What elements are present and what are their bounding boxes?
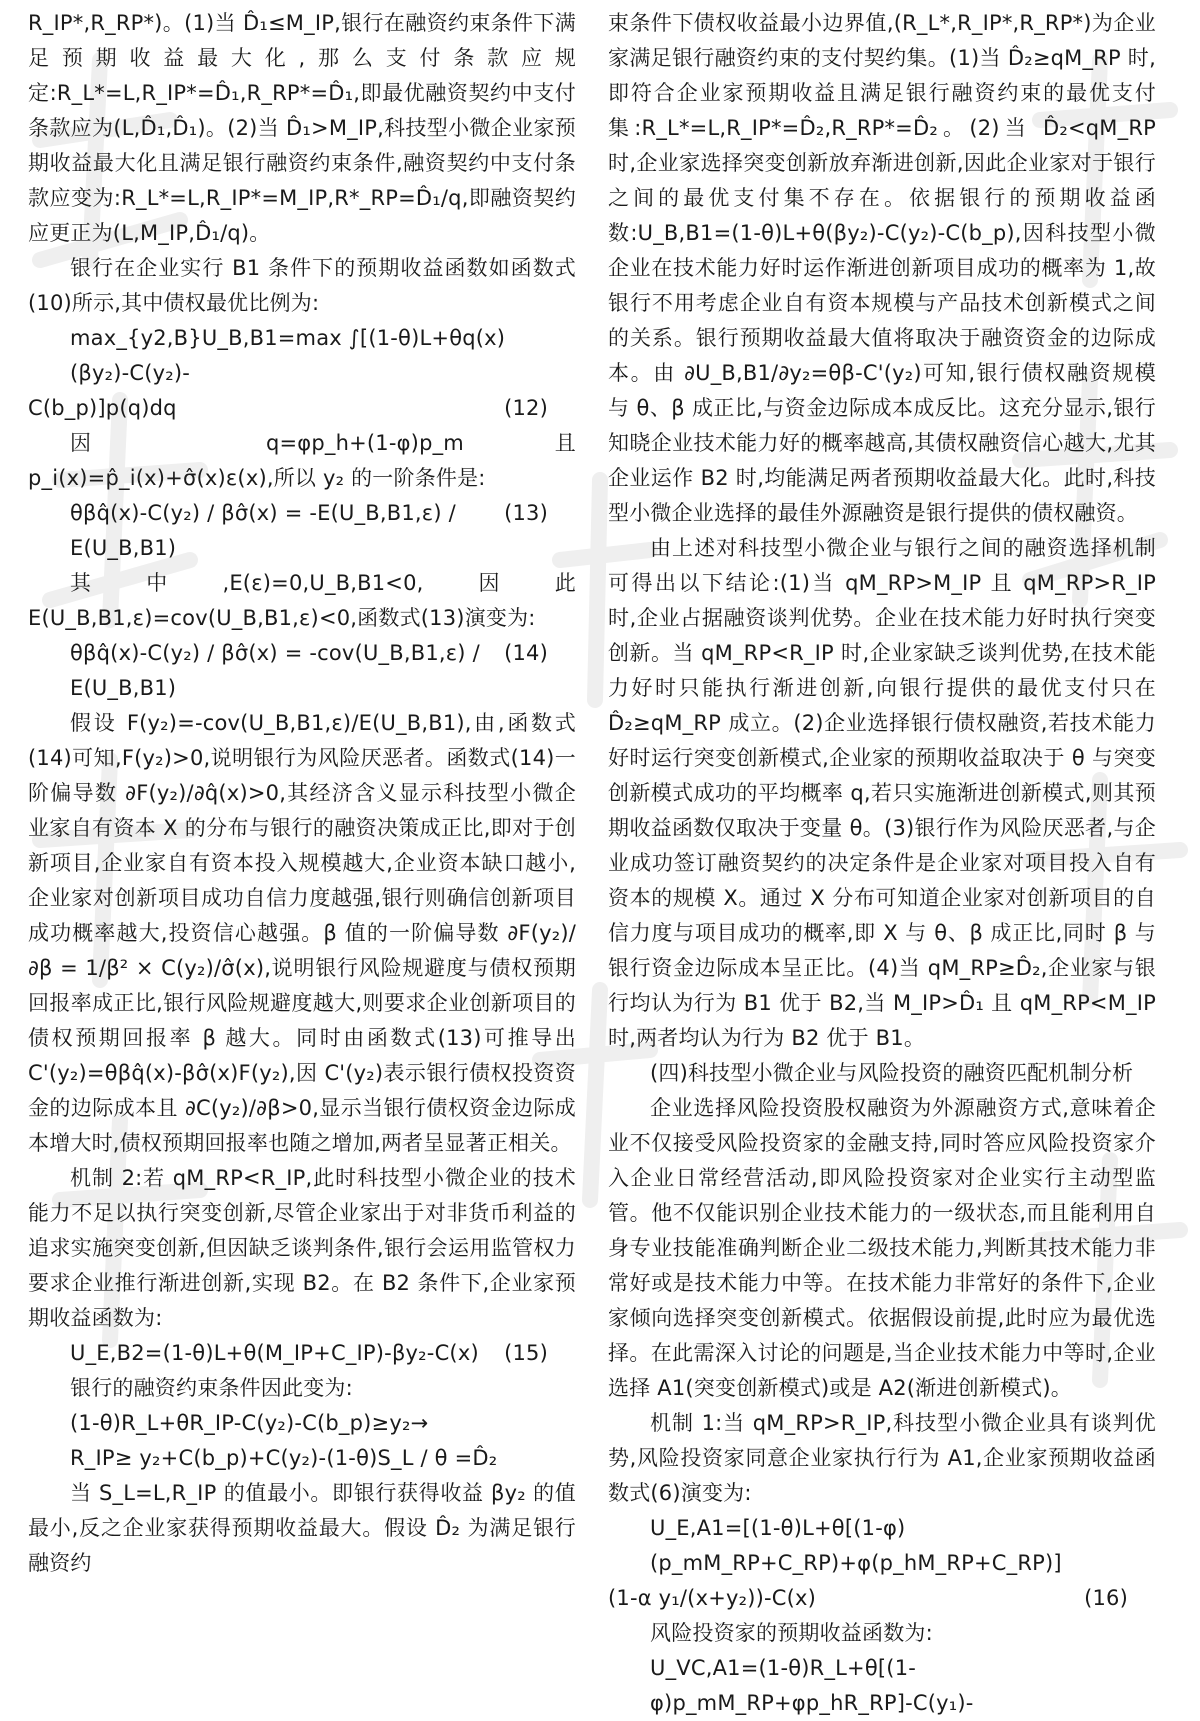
equation <box>28 496 576 566</box>
paragraph: 机制 1:当 qM_RP>R_IP,科技型小微企业具有谈判优势,风险投资家同意企业家执行行为 A1,企业家预期收益函数式(6)演变为: <box>608 1411 1156 1505</box>
paragraph: 束条件下债权收益最小边界值,(R_L*,R_IP*,R_RP*)为企业家满足银行融资约束的支付契约集。(1)当 D̂₂≥qM_RP 时,即符合企业家预期收益且满足银行融资约束的最优支付集:R_L*=L,R_IP*=D̂₂,R_RP*=D̂₂。(2)当 D̂₂<qM_RP 时,企业家选择突变创新放弃渐进创新,因此企业家对于银行之间的最优支付集不存在。依据银行的预期收益函数:U_B,B1=(1-θ)L+θ(βy₂)-C(y₂)-C(b_p),因科技型小微企业在技术能力好时运作渐进创新项目成功的概率为 1,故银行不用考虑企业自有资本规模与产品技术创新模式之间的关系。银行预期收益最大值将取决于融资资金的边际成本。由 ∂U_B,B1/∂y₂=θβ-C'(y₂)可知,银行债权融资规模与 θ、β 成正比,与资金边际成本成反比。这充分显示,银行知晓企业技术能力好的概率越高,其债权融资信心越大,尤其企业运作 B2 时,均能满足两者预期收益最大化。此时,科技型小微企业选择的最佳外源融资是银行提供的债权融资。 <box>608 11 1156 525</box>
equation <box>28 1406 576 1441</box>
equation-number <box>548 321 576 391</box>
equation-number <box>1128 1511 1156 1581</box>
equation-body: θβq̂(x)-C(y₂) / βσ̂(x) = -cov(U_B,B1,ε) / E(U_B,B1) <box>70 641 480 700</box>
equation-body: U_E,A1=[(1-θ)L+θ[(1-φ)(p_mM_RP+C_RP)+φ(p_hM_RP+C_RP)] <box>650 1516 1062 1575</box>
equation <box>28 391 576 426</box>
paragraph: 其中,E(ε)=0,U_B,B1<0,因此 E(U_B,B1,ε)=cov(U_B,B1,ε)<0,函数式(13)演变为: <box>28 571 576 630</box>
paragraph: 假设 F(y₂)=-cov(U_B,B1,ε)/E(U_B,B1),由,函数式(14)可知,F(y₂)>0,说明银行为风险厌恶者。函数式(14)一阶偏导数 ∂F(y₂)/∂q̂(x)>0,其经济含义显示科技型小微企业家自有资本 X 的分布与银行的融资决策成正比,即对于创新项目,企业家自有资本投入规模越大,企业资本缺口越小,企业家对创新项目成功自信力度越强,银行则确信创新项目成功概率越大,投资信心越强。β 值的一阶偏导数 ∂F(y₂)/∂β = 1/β² × C(y₂)/σ̂(x),说明银行风险规避度与债权预期回报率成正比,银行风险规避度越大,则要求企业创新项目的债权预期回报率 β 越大。同时由函数式(13)可推导出 C'(y₂)=θβq̂(x)-βσ̂(x)F(y₂),因 C'(y₂)表示银行债权投资资金的边际成本且 ∂C(y₂)/∂β>0,显示当银行债权资金边际成本增大时,债权预期回报率也随之增加,两者呈显著正相关。 <box>28 711 576 1155</box>
equation-number: (12) <box>504 396 548 420</box>
equation-body: R_IP≥ y₂+C(b_p)+C(y₂)-(1-θ)S_L / θ =D̂₂ <box>70 1446 498 1470</box>
paragraph: 因 q=φp_h+(1-φ)p_m 且 p_i(x)=p̂_i(x)+σ̂(x)ε(x),所以 y₂ 的一阶条件是: <box>28 431 576 490</box>
paragraph: 银行的融资约束条件因此变为: <box>70 1376 353 1400</box>
right-column <box>608 6 1156 1721</box>
paragraph: R_IP*,R_RP*)。(1)当 D̂₁≤M_IP,银行在融资约束条件下满足预期收益最大化,那么支付条款应规定:R_L*=L,R_IP*=D̂₁,R_RP*=D̂₁,即最优融资契约中支付条款应为(L,D̂₁,D̂₁)。(2)当 D̂₁>M_IP,科技型小微企业家预期收益最大化且满足银行融资约束条件,融资契约中支付条款应变为:R_L*=L,R_IP*=M_IP,R*_RP=D̂₁/q,即融资契约应更正为(L,M_IP,D̂₁/q)。 <box>28 11 576 245</box>
left-column <box>28 6 576 1581</box>
paragraph: 机制 2:若 qM_RP<R_IP,此时科技型小微企业的技术能力不足以执行突变创新,尽管企业家出于对非货币利益的追求实施突变创新,但因缺乏谈判条件,银行会运用监管权力要求企业推行渐进创新,实现 B2。在 B2 条件下,企业家预期收益函数为: <box>28 1166 576 1330</box>
equation <box>28 1441 576 1476</box>
equation <box>608 1581 1156 1616</box>
equation-body: C(b_p)]p(q)dq <box>28 396 177 420</box>
equation <box>28 321 576 391</box>
equation-body: U_VC,A1=(1-θ)R_L+θ[(1-φ)p_mM_RP+φp_hR_RP]-C(y₁)- <box>650 1656 974 1715</box>
paragraph: 风险投资家的预期收益函数为: <box>650 1621 933 1645</box>
equation <box>608 1511 1156 1581</box>
equation-number <box>548 1441 576 1476</box>
equation-body: θβq̂(x)-C(y₂) / βσ̂(x) = -E(U_B,B1,ε) / E(U_B,B1) <box>70 501 456 560</box>
equation-body: max_{y2,B}U_B,B1=max ∫[(1-θ)L+θq(x)(βy₂)-C(y₂)- <box>70 326 506 385</box>
equation <box>28 1336 576 1371</box>
equation <box>608 1651 1156 1721</box>
paragraph: 由上述对科技型小微企业与银行之间的融资选择机制可得出以下结论:(1)当 qM_RP>M_IP 且 qM_RP>R_IP 时,企业占据融资谈判优势。企业在技术能力好时执行突变创新。当 qM_RP<R_IP 时,企业家缺乏谈判优势,在技术能力好时只能执行渐进创新,向银行提供的最优支付只在 D̂₂≥qM_RP 成立。(2)企业选择银行债权融资,若技术能力好时运行突变创新模式,企业家的预期收益取决于 θ 与突变创新模式成功的平均概率 q,若只实施渐进创新模式,则其预期收益函数仅取决于变量 θ。(3)银行作为风险厌恶者,与企业成功签订融资契约的决定条件是企业家对项目投入自有资本的规模 X。通过 X 分布可知道企业家对创新项目的自信力度与项目成功的概率,即 X 与 θ、β 成正比,同时 β 与银行资金边际成本呈正比。(4)当 qM_RP≥D̂₂,企业家与银行均认为行为 B1 优于 B2,当 M_IP>D̂₁ 且 qM_RP<M_IP 时,两者均认为行为 B2 优于 B1。 <box>608 536 1156 1050</box>
equation-body: (1-α y₁/(x+y₂))-C(x) <box>608 1586 817 1610</box>
equation-body: (1-θ)R_L+θR_IP-C(y₂)-C(b_p)≥y₂→ <box>70 1411 429 1435</box>
equation-number: (14) <box>504 641 548 665</box>
paragraph: 当 S_L=L,R_IP 的值最小。即银行获得收益 βy₂ 的值最小,反之企业家获得预期收益最大。假设 D̂₂ 为满足银行融资约 <box>28 1481 576 1575</box>
equation-number: (16) <box>1084 1586 1128 1610</box>
equation-number: (13) <box>504 501 548 525</box>
equation <box>28 636 576 706</box>
paragraph: 银行在企业实行 B1 条件下的预期收益函数如函数式(10)所示,其中债权最优比例为: <box>28 256 576 315</box>
equation-number <box>1128 1651 1156 1721</box>
equation-body: U_E,B2=(1-θ)L+θ(M_IP+C_IP)-βy₂-C(x) <box>70 1341 479 1365</box>
equation-number: (15) <box>504 1341 548 1365</box>
paragraph: 企业选择风险投资股权融资为外源融资方式,意味着企业不仅接受风险投资家的金融支持,同时答应风险投资家介入企业日常经营活动,即风险投资家对企业实行主动型监管。他不仅能识别企业技术能力的一级状态,而且能利用自身专业技能准确判断企业二级技术能力,判断其技术能力非常好或是技术能力中等。在技术能力非常好的条件下,企业家倾向选择突变创新模式。依据假设前提,此时应为最优选择。在此需深入讨论的问题是,当企业技术能力中等时,企业选择 A1(突变创新模式)或是 A2(渐进创新模式)。 <box>608 1096 1156 1400</box>
section-heading: (四)科技型小微企业与风险投资的融资匹配机制分析 <box>650 1061 1134 1085</box>
equation-number <box>548 1406 576 1441</box>
